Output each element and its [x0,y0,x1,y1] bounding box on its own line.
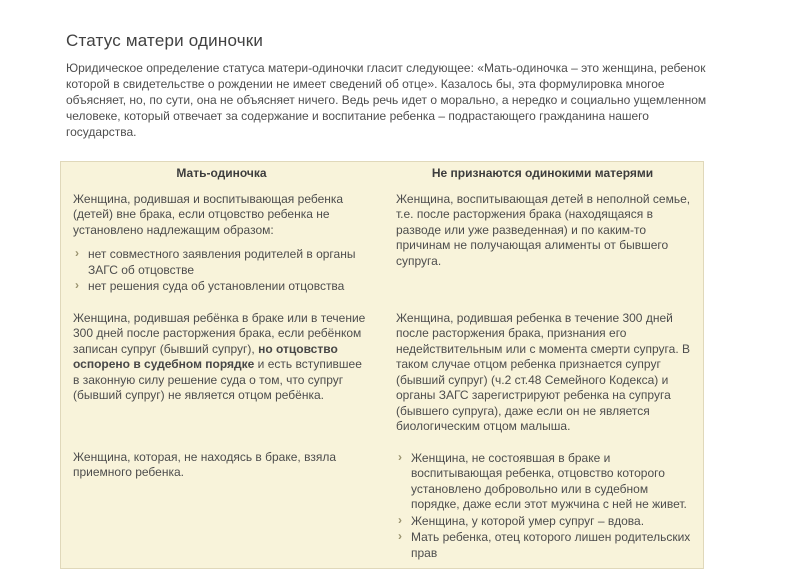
list-item-text: нет решения суда об установлении отцовства [88,279,345,293]
bold-emphasis: но отцовство оспорено в судебном порядке [73,341,338,371]
list-item-text: Женщина, у которой умер супруг – вдова. [411,513,645,528]
chevron-bullet-icon: › [75,278,79,292]
table-cell-not-recognized-2 [382,302,703,441]
intro-paragraph: Юридическое определение статуса матери-одиночки гласит следующее: «Мать-одиночка – это женщина, ребенок которой в свидетельстве о рождении не имеет сведений об отце». Казалось бы, эта формулировка многое объясняет, но, по сути, она не объясняет ничего. Ведь речь идет о морально, а нередко и социально ущемленном человеке, который отвечает за содержание и воспитание ребенка – подрастающего гражданина нашего государства. [66,61,707,139]
list-item-text: Женщина, не состоявшая в браке и воспитывающая ребенка, отцовство которого установлено добровольно или в судебном порядке, даже если этот мужчина с ней не живет. [411,450,687,511]
table-header-not-recognized: Не признаются одинокими матерями [431,166,654,180]
cell-text: Женщина, родившая ребенка в течение 300 дней после расторжения брака, признания его недействительным или с момента смерти супруга. В таком случае отцом ребенка признается супруг (бывший супруг) (ч.2 ст.48 Семейного Кодекса) и органы ЗАГС зарегистрируют ребенка на супруга (бывшего супруга), даже если он не является биологическим отцом малыша. [396,310,690,433]
table-cell-single-mother-1 [61,183,382,302]
table-cell-single-mother-2 [61,302,382,441]
chevron-bullet-icon: › [398,449,402,464]
table-header-single-mother: Мать-одиночка [176,166,267,180]
table-cell-single-mother-3 [61,441,382,569]
cell-text [73,311,366,404]
page-title: Статус матери одиночки [66,31,264,50]
list-item [75,279,366,295]
table-cell-not-recognized-3 [382,441,703,569]
table-cell-not-recognized-1 [382,183,703,302]
cell-text-segment: Женщина, родившая ребёнка в браке или в течение 300 дней после расторжения брака, если ребёнком записан супруг (бывший супруг), [73,310,366,356]
list-item-text: Мать ребенка, отец которого лишен родительских прав [411,530,691,560]
chevron-bullet-icon: › [398,512,402,527]
cell-text: Женщина, родившая и воспитывающая ребенка (детей) вне брака, если отцовство ребенка не установлено надлежащим образом: [73,191,344,237]
cell-text: Женщина, воспитывающая детей в неполной семье, т.е. после расторжения брака (находящаяся в разводе или уже разведенная) и по каким-то причинам не получающая алименты от бывшего супруга. [396,191,691,268]
bullet-list [73,247,366,295]
cell-text-segment: и есть вступившее в законную силу решение суда о том, что супруг (бывший супруг) не является отцом ребёнка. [73,357,362,402]
list-item [75,247,366,278]
cell-text: Женщина, которая, не находясь в браке, взяла приемного ребенка. [73,449,336,479]
comparison-table [60,161,704,569]
bullet-list [396,451,693,562]
list-item [398,530,693,561]
list-item-text: нет совместного заявления родителей в органы ЗАГС об отцовстве [88,247,356,277]
list-item [398,451,693,513]
chevron-bullet-icon: › [398,529,402,543]
chevron-bullet-icon: › [75,246,79,260]
